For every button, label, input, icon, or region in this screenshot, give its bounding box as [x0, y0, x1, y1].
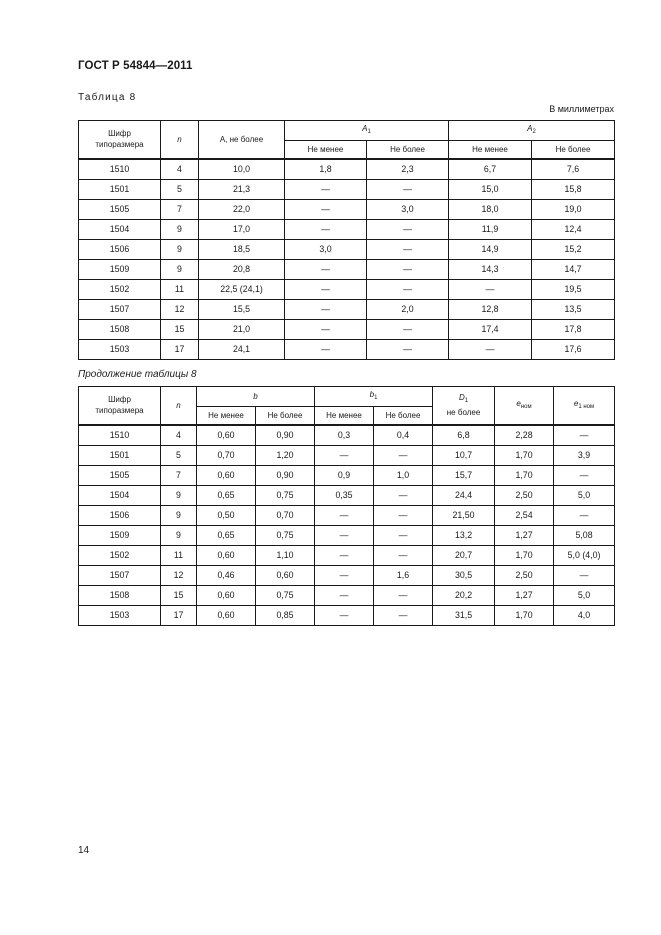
- table-cell: 5,0: [554, 585, 615, 605]
- table-cell: 4: [161, 425, 197, 446]
- table-cell: 10,0: [199, 159, 285, 180]
- table-cell: —: [315, 605, 374, 625]
- table-cell: —: [285, 259, 367, 279]
- header-d1-symbol: D: [458, 393, 465, 403]
- table-cell: —: [285, 219, 367, 239]
- table-cell: 0,60: [197, 605, 256, 625]
- header-b-min: Не менее: [197, 407, 256, 425]
- table-cell: —: [367, 259, 449, 279]
- table-cell: —: [315, 585, 374, 605]
- document-header: ГОСТ Р 54844—2011: [78, 60, 193, 72]
- table-cell: 1,20: [256, 445, 315, 465]
- table-cell: 3,0: [367, 199, 449, 219]
- table-cell: 11,9: [449, 219, 532, 239]
- table-cell: —: [285, 319, 367, 339]
- header-a1-symbol: A: [362, 124, 368, 133]
- table-cell: 0,75: [256, 485, 315, 505]
- table-row: [79, 219, 615, 239]
- table-row: [79, 545, 615, 565]
- table-cell: 1,27: [495, 585, 554, 605]
- table-cell: 0,85: [256, 605, 315, 625]
- table-cell: 1507: [79, 299, 161, 319]
- table-cell: 22,0: [199, 199, 285, 219]
- header-shifr-2: Шифр типоразмера: [79, 387, 161, 425]
- table-cell: 4,0: [554, 605, 615, 625]
- table-cell: —: [374, 525, 433, 545]
- table-cell: 0,35: [315, 485, 374, 505]
- table-cell: —: [554, 505, 615, 525]
- header-a-max: A, не более: [199, 121, 285, 159]
- table-cell: 3,0: [285, 239, 367, 259]
- table-cell: 12: [161, 565, 197, 585]
- table-cell: 5,0 (4,0): [554, 545, 615, 565]
- table-cell: 21,3: [199, 179, 285, 199]
- header-n: n: [161, 121, 199, 159]
- table-cell: 13,5: [532, 299, 615, 319]
- table-cell: 1501: [79, 179, 161, 199]
- table-row: [79, 585, 615, 605]
- table-cell: 0,90: [256, 425, 315, 446]
- table-caption: Таблица 8: [78, 92, 137, 103]
- table-cell: 20,2: [433, 585, 495, 605]
- table-row: [79, 485, 615, 505]
- table-cell: —: [367, 239, 449, 259]
- table-cell: 14,3: [449, 259, 532, 279]
- table-cell: 19,5: [532, 279, 615, 299]
- table-cell: 0,75: [256, 525, 315, 545]
- table-cell: 1,70: [495, 445, 554, 465]
- header-d1: [433, 387, 495, 425]
- table-cell: 5,0: [554, 485, 615, 505]
- table-cell: 6,7: [449, 159, 532, 180]
- header-e-symbol: e: [516, 398, 521, 408]
- table-row: [79, 605, 615, 625]
- table-cell: 20,8: [199, 259, 285, 279]
- table-cell: 1,8: [285, 159, 367, 180]
- table-cell: 17,0: [199, 219, 285, 239]
- table-cell: —: [315, 505, 374, 525]
- table-cell: 9: [161, 485, 197, 505]
- table-cell: 18,0: [449, 199, 532, 219]
- table-cell: 0,65: [197, 485, 256, 505]
- header-e-nom: [495, 387, 554, 425]
- table-row: [79, 445, 615, 465]
- table-cell: 1505: [79, 199, 161, 219]
- header-e1-subscript: 1 ном: [578, 403, 595, 410]
- table-cell: 14,9: [449, 239, 532, 259]
- table-cell: 1,70: [495, 465, 554, 485]
- table-cell: 21,0: [199, 319, 285, 339]
- table-cell: 1503: [79, 339, 161, 359]
- table-cell: —: [315, 545, 374, 565]
- table-cell: 7: [161, 199, 199, 219]
- table-cell: 1502: [79, 279, 161, 299]
- table-cell: —: [285, 299, 367, 319]
- table-cell: 0,65: [197, 525, 256, 545]
- table-cell: 1,6: [374, 565, 433, 585]
- table-cell: —: [285, 339, 367, 359]
- table-cell: 0,75: [256, 585, 315, 605]
- table-cell: 15: [161, 319, 199, 339]
- header-a1-max: Не более: [367, 141, 449, 159]
- table-cell: 2,54: [495, 505, 554, 525]
- table-cell: 1507: [79, 565, 161, 585]
- table-cell: 0,60: [256, 565, 315, 585]
- header-e1-nom: [554, 387, 615, 425]
- table-cell: 9: [161, 219, 199, 239]
- table-cell: 0,46: [197, 565, 256, 585]
- header-b-max: Не более: [256, 407, 315, 425]
- table-cell: 1506: [79, 239, 161, 259]
- table-cell: 22,5 (24,1): [199, 279, 285, 299]
- table-cell: —: [449, 339, 532, 359]
- table-row: [79, 279, 615, 299]
- table-cell: 1506: [79, 505, 161, 525]
- table-cell: 0,70: [256, 505, 315, 525]
- table-8: [78, 120, 615, 360]
- table-cell: 31,5: [433, 605, 495, 625]
- table-cell: 24,4: [433, 485, 495, 505]
- table-row: [79, 565, 615, 585]
- table-row: [79, 525, 615, 545]
- continuation-caption: Продолжение таблицы 8: [78, 369, 197, 380]
- table-cell: 0,60: [197, 585, 256, 605]
- table-row: [79, 179, 615, 199]
- table-cell: 1,27: [495, 525, 554, 545]
- table-cell: 1,10: [256, 545, 315, 565]
- table-row: [79, 259, 615, 279]
- table-cell: 2,3: [367, 159, 449, 180]
- header-e1-symbol: e: [573, 398, 579, 408]
- table-cell: 1504: [79, 485, 161, 505]
- table-row: [79, 199, 615, 219]
- table-cell: 1505: [79, 465, 161, 485]
- table-cell: —: [367, 319, 449, 339]
- table-cell: 15: [161, 585, 197, 605]
- header-a2-max: Не более: [532, 141, 615, 159]
- table-cell: —: [285, 179, 367, 199]
- table-cell: 15,8: [532, 179, 615, 199]
- table-cell: —: [554, 425, 615, 446]
- table-8-body: [79, 159, 615, 360]
- table-cell: 12: [161, 299, 199, 319]
- table-cell: 12,4: [532, 219, 615, 239]
- table-row: [79, 239, 615, 259]
- table-cell: 1501: [79, 445, 161, 465]
- table-cell: 2,50: [495, 485, 554, 505]
- table-cell: —: [554, 465, 615, 485]
- table-cell: —: [374, 445, 433, 465]
- table-cell: 0,70: [197, 445, 256, 465]
- table-cell: 17,4: [449, 319, 532, 339]
- table-cell: —: [374, 485, 433, 505]
- table-cell: —: [449, 279, 532, 299]
- table-cell: —: [367, 339, 449, 359]
- table-row: [79, 159, 615, 180]
- table-cell: 1,0: [374, 465, 433, 485]
- table-cell: 1509: [79, 259, 161, 279]
- units-note: В миллиметрах: [549, 104, 614, 114]
- table-cell: 15,7: [433, 465, 495, 485]
- header-a2: [449, 121, 615, 141]
- table-cell: 17,8: [532, 319, 615, 339]
- table-row: [79, 299, 615, 319]
- table-cell: 1508: [79, 319, 161, 339]
- table-cell: 1502: [79, 545, 161, 565]
- table-cell: 0,3: [315, 425, 374, 446]
- table-cell: 1510: [79, 425, 161, 446]
- header-a2-symbol: A: [527, 124, 533, 133]
- table-cell: —: [315, 445, 374, 465]
- table-cell: 1504: [79, 219, 161, 239]
- table-cell: —: [315, 525, 374, 545]
- table-cell: —: [367, 179, 449, 199]
- table-row: [79, 319, 615, 339]
- table-8-continuation: [78, 386, 615, 626]
- table-cell: 17: [161, 339, 199, 359]
- table-cell: 1,70: [495, 545, 554, 565]
- table-cell: 1,70: [495, 605, 554, 625]
- table-cell: 7,6: [532, 159, 615, 180]
- table-cell: 1510: [79, 159, 161, 180]
- table-cell: 20,7: [433, 545, 495, 565]
- header-e-subscript: ном: [520, 403, 532, 410]
- table-row: [79, 339, 615, 359]
- table-cell: 5: [161, 179, 199, 199]
- table-cell: 9: [161, 239, 199, 259]
- header-b1-max: Не более: [374, 407, 433, 425]
- table-cell: —: [554, 565, 615, 585]
- table-cell: 4: [161, 159, 199, 180]
- table-cell: 9: [161, 525, 197, 545]
- header-a2-subscript: 2: [532, 129, 536, 135]
- table-cell: 1503: [79, 605, 161, 625]
- table-cell: 0,60: [197, 425, 256, 446]
- table-8-continuation-body: [79, 425, 615, 626]
- table-cell: 24,1: [199, 339, 285, 359]
- page-number: 14: [78, 845, 90, 856]
- table-row: [79, 465, 615, 485]
- table-cell: 17: [161, 605, 197, 625]
- table-cell: 11: [161, 279, 199, 299]
- table-cell: 0,90: [256, 465, 315, 485]
- table-cell: 9: [161, 505, 197, 525]
- table-cell: —: [374, 545, 433, 565]
- header-b: b: [197, 387, 315, 407]
- header-shifr: Шифр типоразмера: [79, 121, 161, 159]
- header-d1-subscript: 1: [464, 398, 469, 405]
- table-cell: 12,8: [449, 299, 532, 319]
- table-cell: 13,2: [433, 525, 495, 545]
- table-cell: 1509: [79, 525, 161, 545]
- header-a1: [285, 121, 449, 141]
- table-cell: 15,2: [532, 239, 615, 259]
- table-cell: —: [285, 279, 367, 299]
- table-cell: —: [374, 585, 433, 605]
- table-cell: 21,50: [433, 505, 495, 525]
- table-cell: 9: [161, 259, 199, 279]
- table-cell: 5,08: [554, 525, 615, 545]
- table-row: [79, 425, 615, 446]
- table-cell: 14,7: [532, 259, 615, 279]
- table-row: [79, 505, 615, 525]
- table-cell: 7: [161, 465, 197, 485]
- table-cell: —: [315, 565, 374, 585]
- table-cell: —: [374, 505, 433, 525]
- table-cell: —: [285, 199, 367, 219]
- header-b1: [315, 387, 433, 407]
- header-d1-tail: не более: [446, 408, 481, 418]
- table-cell: 0,60: [197, 545, 256, 565]
- table-cell: 0,50: [197, 505, 256, 525]
- table-cell: 0,9: [315, 465, 374, 485]
- table-cell: 1508: [79, 585, 161, 605]
- header-n-2: n: [161, 387, 197, 425]
- table-cell: 10,7: [433, 445, 495, 465]
- table-cell: 6,8: [433, 425, 495, 446]
- table-cell: 0,60: [197, 465, 256, 485]
- header-b1-subscript: 1: [374, 395, 378, 401]
- table-cell: 11: [161, 545, 197, 565]
- table-cell: —: [374, 605, 433, 625]
- header-b1-symbol: b: [369, 390, 375, 399]
- table-cell: 2,0: [367, 299, 449, 319]
- table-cell: 2,50: [495, 565, 554, 585]
- table-cell: 0,4: [374, 425, 433, 446]
- table-cell: 15,0: [449, 179, 532, 199]
- table-cell: 2,28: [495, 425, 554, 446]
- table-cell: 17,6: [532, 339, 615, 359]
- table-cell: 18,5: [199, 239, 285, 259]
- table-cell: —: [367, 219, 449, 239]
- header-a1-subscript: 1: [367, 129, 371, 135]
- table-cell: 15,5: [199, 299, 285, 319]
- header-a2-min: Не менее: [449, 141, 532, 159]
- table-cell: —: [367, 279, 449, 299]
- header-a1-min: Не менее: [285, 141, 367, 159]
- header-b1-min: Не менее: [315, 407, 374, 425]
- table-cell: 5: [161, 445, 197, 465]
- table-cell: 30,5: [433, 565, 495, 585]
- table-cell: 3,9: [554, 445, 615, 465]
- table-cell: 19,0: [532, 199, 615, 219]
